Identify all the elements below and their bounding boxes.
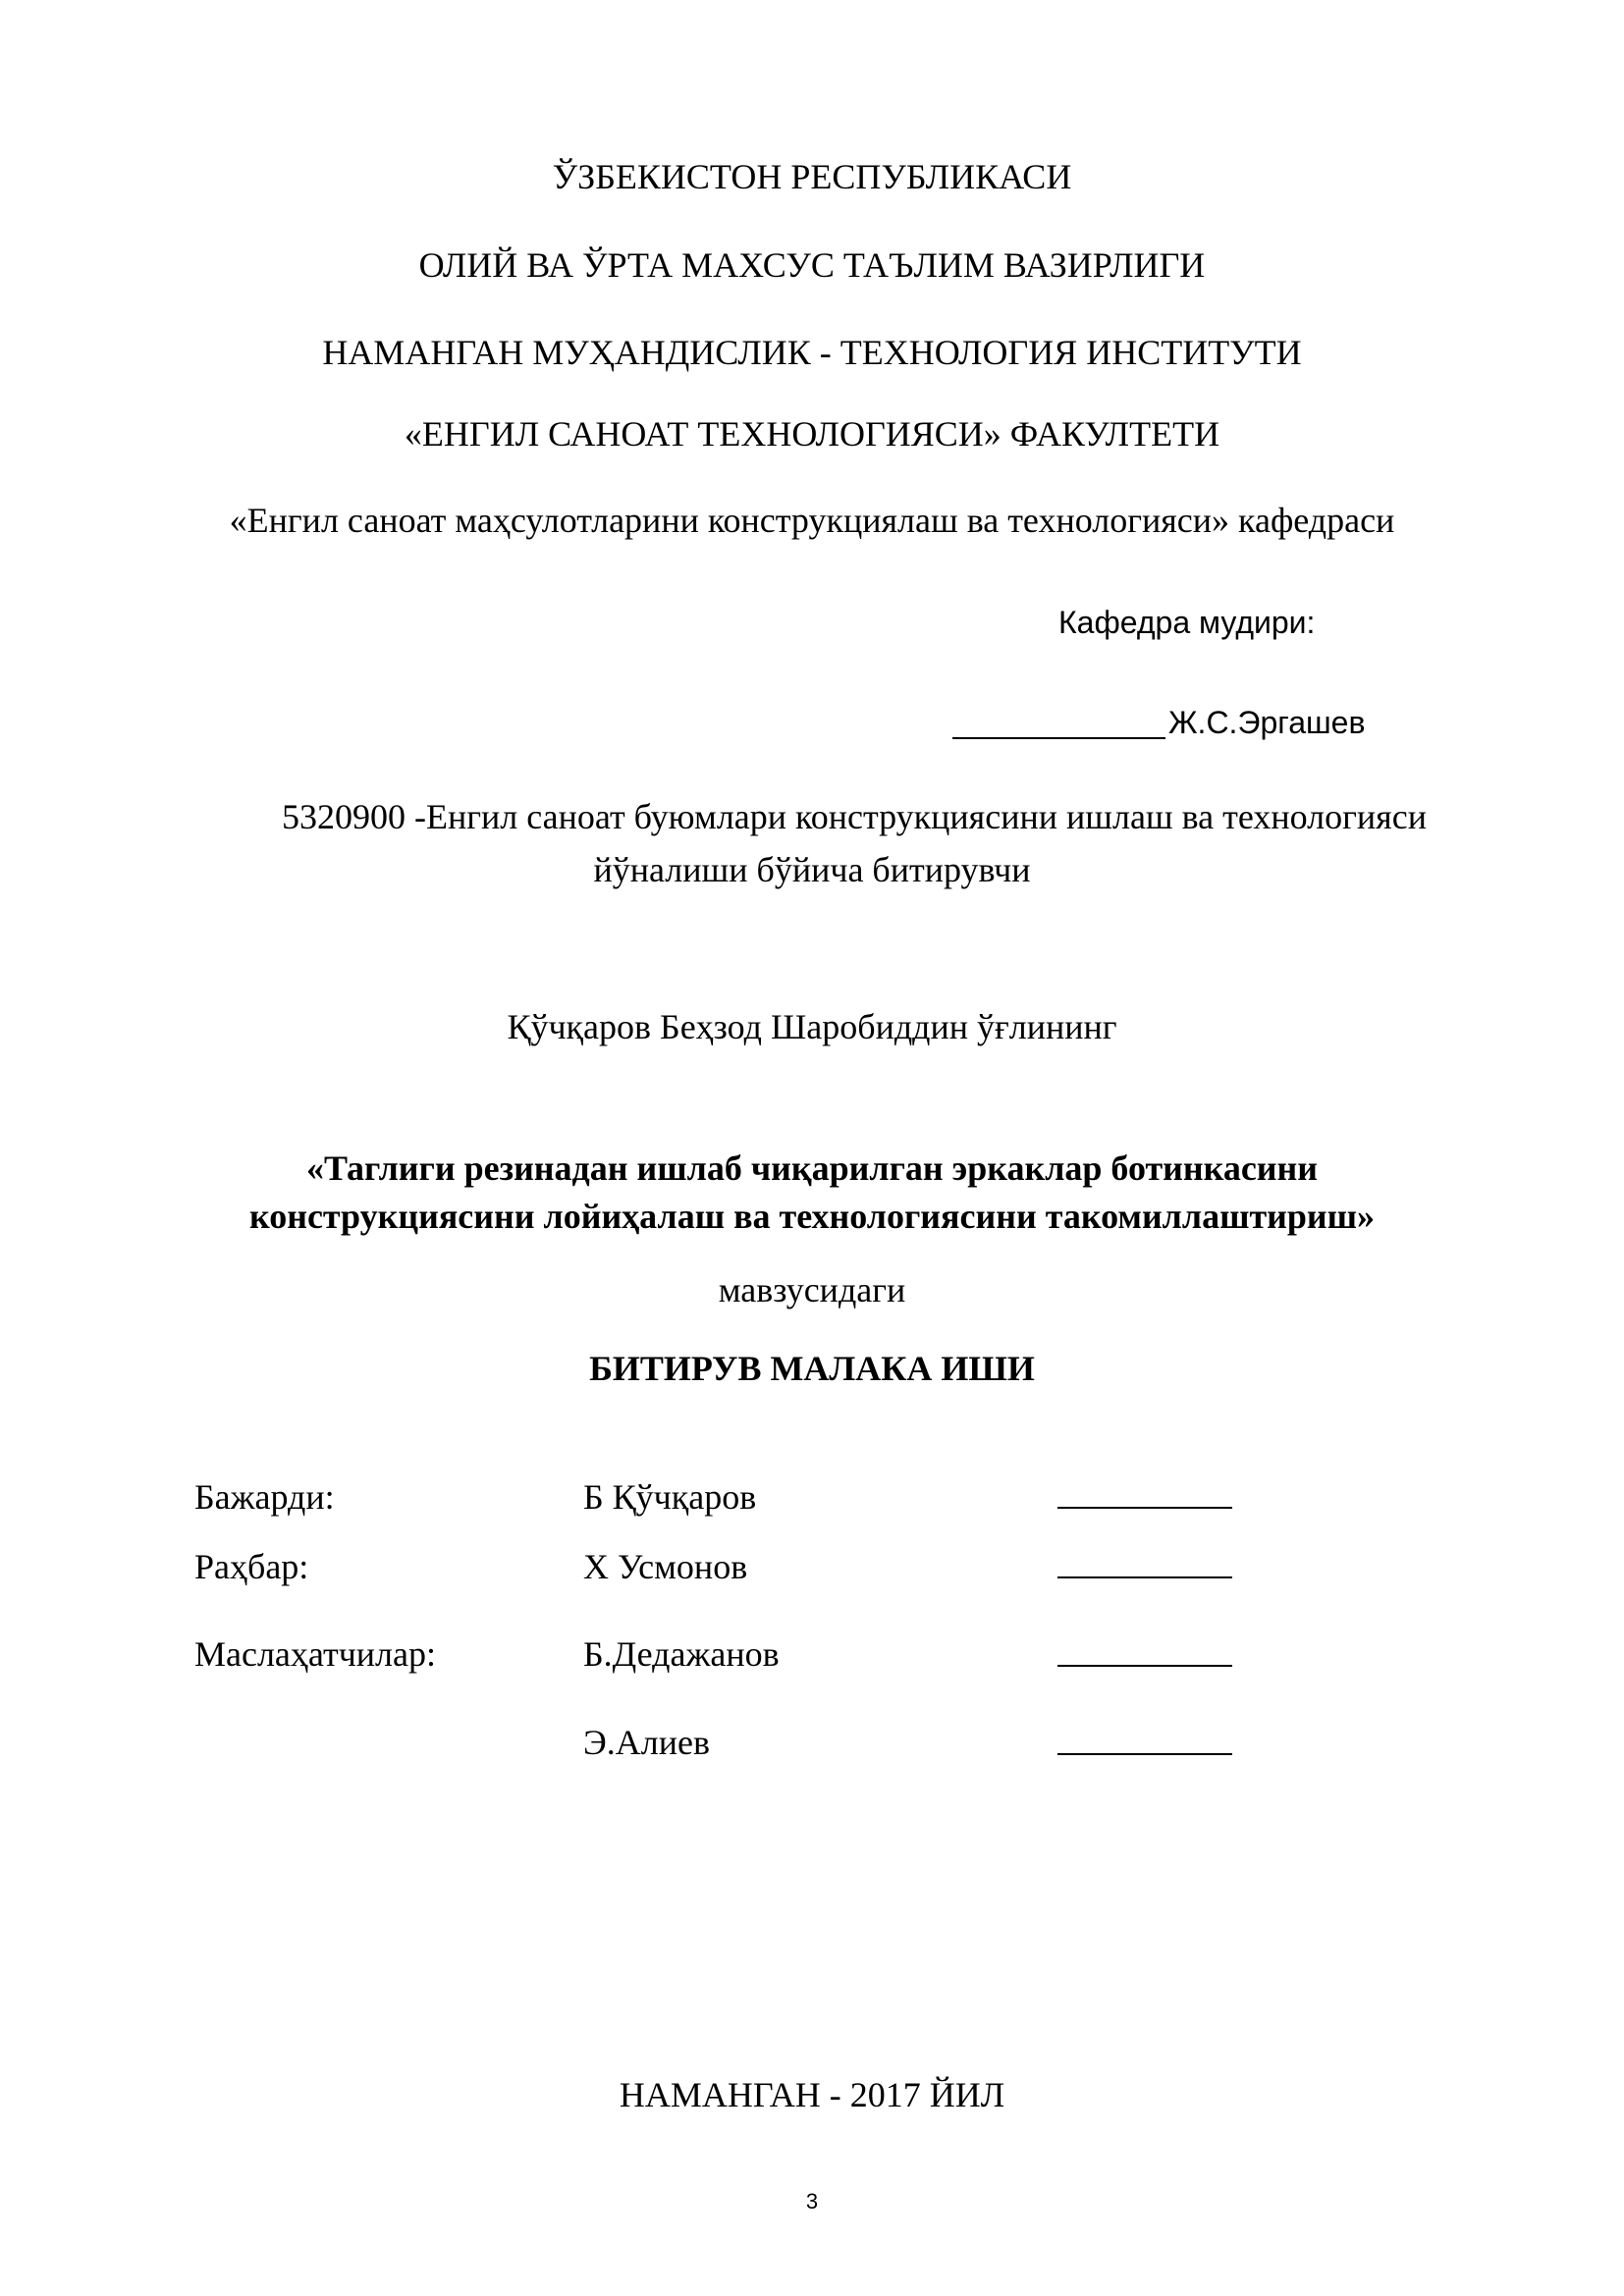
department-head-signature-line (952, 737, 1165, 739)
city-year: НАМАНГАН - 2017 ЙИЛ (619, 2075, 1005, 2114)
signature-line (1057, 1665, 1232, 1667)
republic-heading: ЎЗБЕКИСТОН РЕСПУБЛИКАСИ (552, 157, 1072, 196)
faculty-heading: «ЕНГИЛ САНОАТ ТЕХНОЛОГИЯСИ» ФАКУЛТЕТИ (404, 414, 1220, 454)
topic-suffix: мавзусидаги (718, 1270, 906, 1309)
student-name: Қўчқаров Беҳзод Шаробиддин ўғлининг (507, 1007, 1117, 1046)
signature-name: Б.Дедажанов (583, 1634, 780, 1674)
specialty-line-1: 5320900 -Енгил саноат буюмлари конструкциясини ишлаш ва технологияси (282, 797, 1427, 836)
signature-line (1057, 1753, 1232, 1755)
ministry-heading: ОЛИЙ ВА ЎРТА МАХСУС ТАЪЛИМ ВАЗИРЛИГИ (418, 245, 1206, 285)
department-heading: «Енгил саноат маҳсулотларини конструкциялаш ва технологияси» кафедраси (229, 501, 1395, 540)
department-head-title: Кафедра мудири: (1058, 605, 1316, 640)
institute-heading: НАМАНГАН МУҲАНДИСЛИК - ТЕХНОЛОГИЯ ИНСТИТУТИ (322, 333, 1302, 372)
specialty-line-2: йўналиши бўйича битирувчи (593, 850, 1031, 889)
signature-name: Б Қўчқаров (583, 1477, 757, 1517)
signature-role: Раҳбар: (194, 1547, 309, 1586)
signature-name: Э.Алиев (583, 1723, 710, 1762)
signature-line (1057, 1576, 1232, 1578)
topic-line-1: «Таглиги резинадан ишлаб чиқарилган эркаклар ботинкасини (305, 1148, 1319, 1188)
work-title: БИТИРУВ МАЛАКА ИШИ (589, 1349, 1035, 1388)
signature-name: Х Усмонов (583, 1547, 748, 1586)
signature-role: Маслаҳатчилар: (194, 1634, 437, 1674)
page-number: 3 (805, 2189, 819, 2214)
signature-line (1057, 1507, 1232, 1509)
signature-role: Бажарди: (194, 1477, 335, 1517)
topic-line-2: конструкциясини лойиҳалаш ва технологиясини такомиллаштириш» (248, 1197, 1376, 1236)
department-head-name: Ж.С.Эргашев (1168, 705, 1366, 740)
